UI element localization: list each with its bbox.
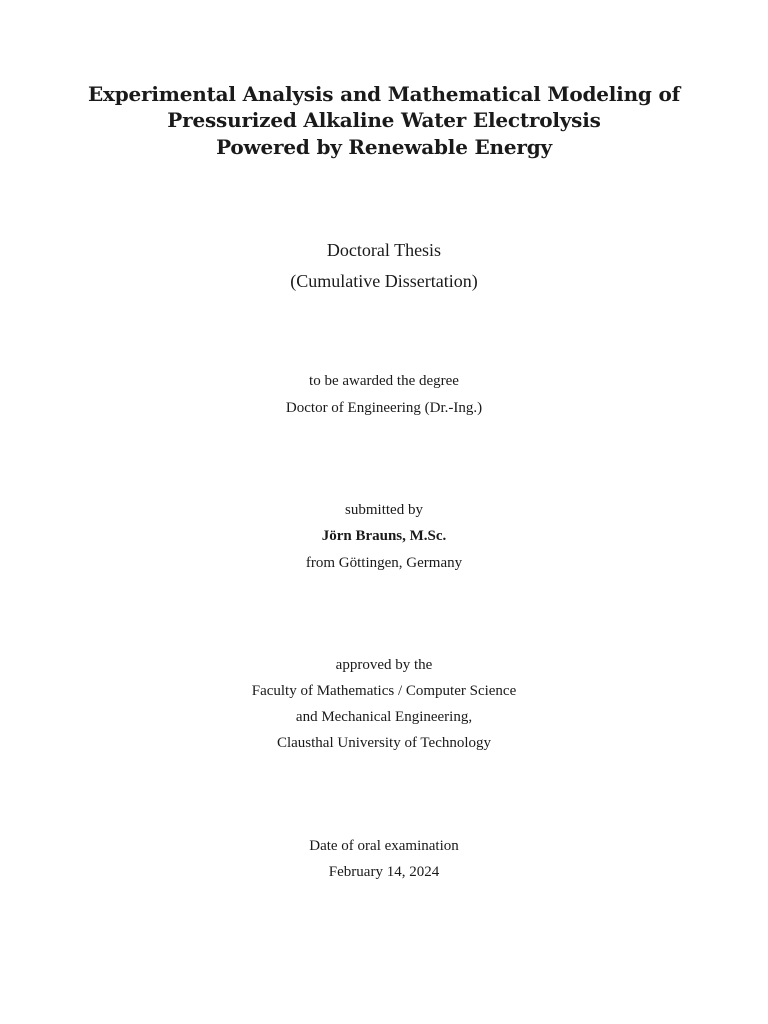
submitted-by-label: submitted by <box>345 502 423 518</box>
thesis-type: Doctoral Thesis <box>326 240 442 260</box>
author-origin: from Göttingen, Germany <box>305 555 463 571</box>
author-name: Jörn Brauns, M.Sc. <box>321 528 447 544</box>
approved-by-label: approved by the <box>335 657 433 673</box>
thesis-title-line-3: Powered by Renewable Energy <box>216 135 552 159</box>
thesis-type-detail: (Cumulative Dissertation) <box>290 271 478 291</box>
thesis-title-line-2: Pressurized Alkaline Water Electrolysis <box>167 108 601 132</box>
university-name: Clausthal University of Technology <box>276 735 492 751</box>
thesis-title-line-1: Experimental Analysis and Mathematical Modeling of <box>87 82 681 106</box>
faculty-line-1: Faculty of Mathematics / Computer Science <box>251 683 517 699</box>
faculty-line-2: and Mechanical Engineering, <box>295 709 473 725</box>
degree-intro: to be awarded the degree <box>309 373 459 389</box>
examination-date-label: Date of oral examination <box>309 838 459 854</box>
degree-name: Doctor of Engineering (Dr.-Ing.) <box>285 400 483 416</box>
examination-date: February 14, 2024 <box>328 864 440 880</box>
